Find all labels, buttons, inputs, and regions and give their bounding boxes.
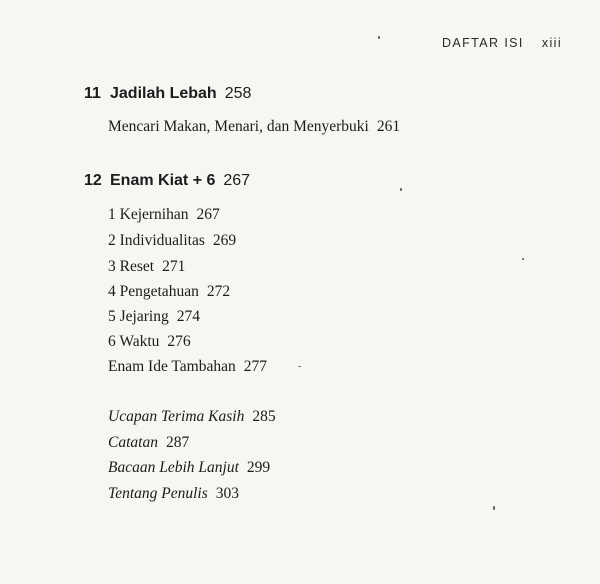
header-section-title: DAFTAR ISI xyxy=(441,36,524,50)
toc-entry[interactable] xyxy=(108,358,267,376)
chapter-title: Jadilah Lebah xyxy=(110,85,217,102)
back-matter-page: 287 xyxy=(165,434,190,451)
back-matter-label: Tentang Penulis xyxy=(108,485,208,502)
toc-entry[interactable] xyxy=(108,118,400,136)
toc-entry-page: 267 xyxy=(196,206,220,223)
toc-entry-label: Mencari Makan, Menari, dan Menyerbuki xyxy=(108,118,369,135)
toc-entry-page: 276 xyxy=(167,333,191,350)
toc-entry-page: 269 xyxy=(212,232,237,249)
chapter-title: Enam Kiat + 6 xyxy=(110,172,216,189)
toc-entry[interactable] xyxy=(108,232,236,250)
back-matter-page: 299 xyxy=(246,459,271,476)
toc-entry[interactable] xyxy=(108,206,220,224)
running-header xyxy=(442,36,562,50)
toc-entry[interactable] xyxy=(108,333,191,351)
back-matter-entry[interactable] xyxy=(108,408,276,426)
chapter-page: 258 xyxy=(224,85,252,102)
toc-entry-label: 6 Waktu xyxy=(108,333,160,350)
dust-speck xyxy=(298,366,301,367)
toc-entry-page: 274 xyxy=(176,308,200,325)
back-matter-label: Bacaan Lebih Lanjut xyxy=(108,459,239,476)
chapter-heading[interactable] xyxy=(84,85,251,103)
dust-speck xyxy=(493,506,495,510)
back-matter-label: Ucapan Terima Kasih xyxy=(108,408,245,425)
toc-entry-page: 277 xyxy=(243,358,267,375)
chapter-number: 11 xyxy=(84,85,101,102)
back-matter-label: Catatan xyxy=(108,434,158,451)
toc-entry-label: 4 Pengetahuan xyxy=(108,283,199,300)
chapter-number: 12 xyxy=(84,172,102,189)
toc-entry[interactable] xyxy=(108,258,185,276)
toc-entry[interactable] xyxy=(108,283,230,301)
back-matter-entry[interactable] xyxy=(108,485,239,503)
back-matter-entry[interactable] xyxy=(108,459,270,477)
toc-entry-page: 261 xyxy=(376,118,401,135)
toc-entry[interactable] xyxy=(108,308,200,326)
dust-speck xyxy=(522,258,524,260)
dust-speck xyxy=(400,188,402,191)
toc-entry-page: 271 xyxy=(162,258,186,275)
chapter-page: 267 xyxy=(223,172,251,189)
back-matter-page: 303 xyxy=(215,485,240,502)
toc-entry-label: 3 Reset xyxy=(108,258,155,275)
header-page-number: xiii xyxy=(541,36,562,50)
back-matter-page: 285 xyxy=(252,408,276,425)
back-matter-entry[interactable] xyxy=(108,434,189,452)
chapter-heading[interactable] xyxy=(84,172,250,190)
toc-entry-page: 272 xyxy=(206,283,231,300)
toc-entry-label: 5 Jejaring xyxy=(108,308,169,325)
toc-entry-label: 1 Kejernihan xyxy=(108,206,189,223)
toc-entry-label: Enam Ide Tambahan xyxy=(108,358,236,375)
toc-entry-label: 2 Individualitas xyxy=(108,232,205,249)
dust-speck xyxy=(378,36,380,39)
